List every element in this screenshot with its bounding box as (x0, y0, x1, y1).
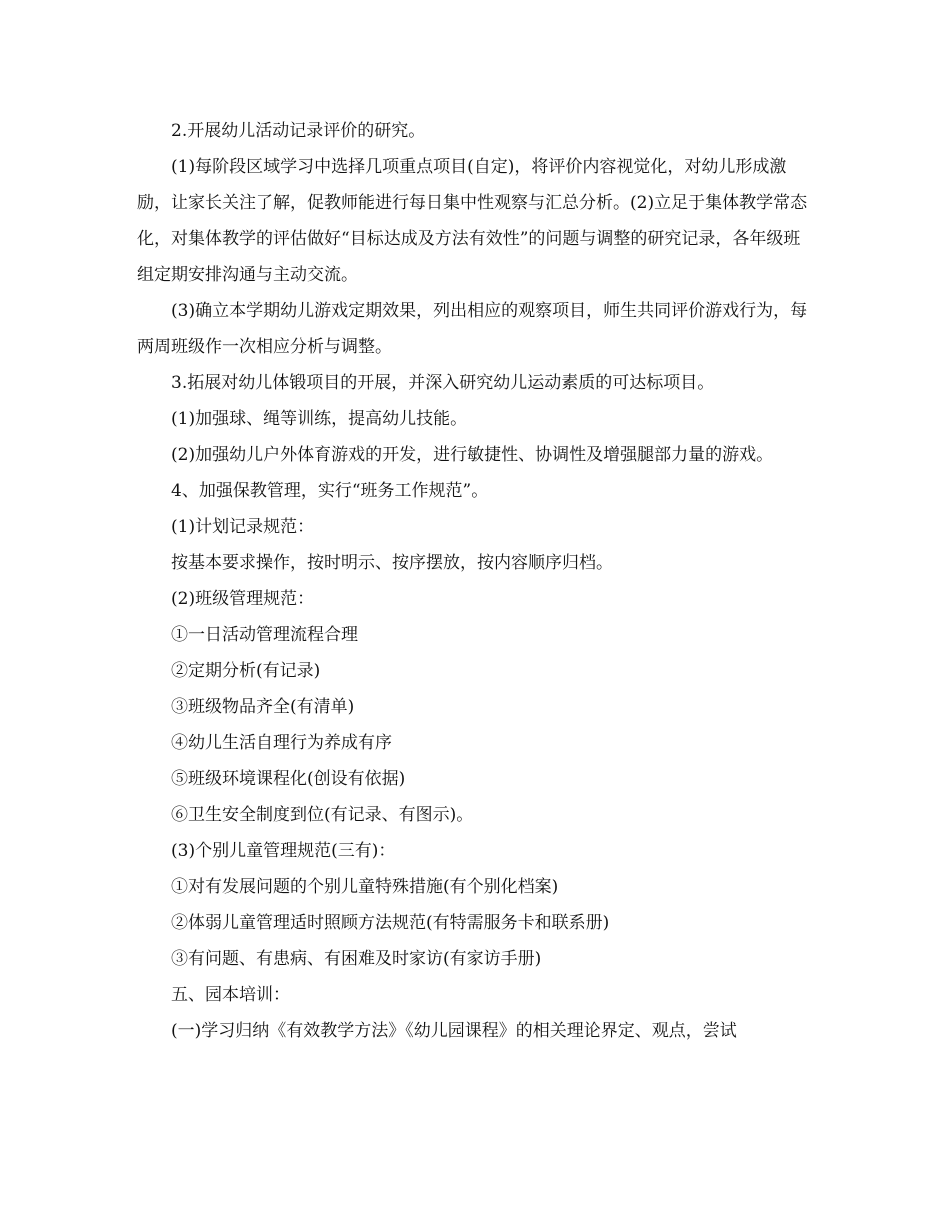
list-item-class-1: ①一日活动管理流程合理 (171, 625, 358, 645)
list-item-class-3: ③班级物品齐全(有清单) (171, 697, 355, 717)
list-item-class-5: ⑤班级环境课程化(创设有依据) (171, 769, 406, 789)
paragraph-plan-record-heading: (1)计划记录规范： (171, 517, 315, 537)
section-5-heading: 五、园本培训： (171, 985, 290, 1005)
list-item-class-2: ②定期分析(有记录) (171, 661, 321, 681)
document-body (137, 113, 815, 1049)
list-item-individual-2: ②体弱儿童管理适时照顾方法规范(有特需服务卡和联系册) (171, 913, 610, 933)
paragraph-training-1: (1)加强球、绳等训练，提高幼儿技能。 (171, 409, 468, 429)
paragraph-section-3-heading: 3.拓展对幼儿体锻项目的开展，并深入研究幼儿运动素质的可达标项目。 (171, 373, 715, 393)
paragraph-study-1: (一)学习归纳《有效教学方法》《幼儿园课程》的相关理论界定、观点，尝试 (171, 1021, 737, 1041)
paragraph-individual-management-heading: (3)个别儿童管理规范(三有)： (171, 841, 396, 861)
paragraph-evaluation-3: (3)确立本学期幼儿游戏定期效果，列出相应的观察项目，师生共同评价游戏行为，每两周班级作一次相应分析与调整。 (137, 301, 808, 357)
paragraph-section-2-heading: 2.开展幼儿活动记录评价的研究。 (171, 121, 426, 141)
paragraph-section-4-heading: 4、加强保教管理，实行“班务工作规范”。 (171, 481, 489, 501)
paragraph-plan-record-body: 按基本要求操作，按时明示、按序摆放，按内容顺序归档。 (171, 553, 613, 573)
list-item-individual-3: ③有问题、有患病、有困难及时家访(有家访手册) (171, 949, 542, 969)
list-item-class-4: ④幼儿生活自理行为养成有序 (171, 733, 392, 753)
list-item-class-6: ⑥卫生安全制度到位(有记录、有图示)。 (171, 805, 474, 825)
paragraph-class-management-heading: (2)班级管理规范： (171, 589, 315, 609)
list-item-individual-1: ①对有发展问题的个别儿童特殊措施(有个别化档案) (171, 877, 559, 897)
paragraph-evaluation-1-2: (1)每阶段区域学习中选择几项重点项目(自定)，将评价内容视觉化，对幼儿形成激励，让家长关注了解，促教师能进行每日集中性观察与汇总分析。(2)立足于集体教学常态化，对集体教学的评估做好“目标达成及方法有效性”的问题与调整的研究记录，各年级班组定期安排沟通与主动交流。 (137, 157, 808, 285)
paragraph-training-2: (2)加强幼儿户外体育游戏的开发，进行敏捷性、协调性及增强腿部力量的游戏。 (171, 445, 774, 465)
